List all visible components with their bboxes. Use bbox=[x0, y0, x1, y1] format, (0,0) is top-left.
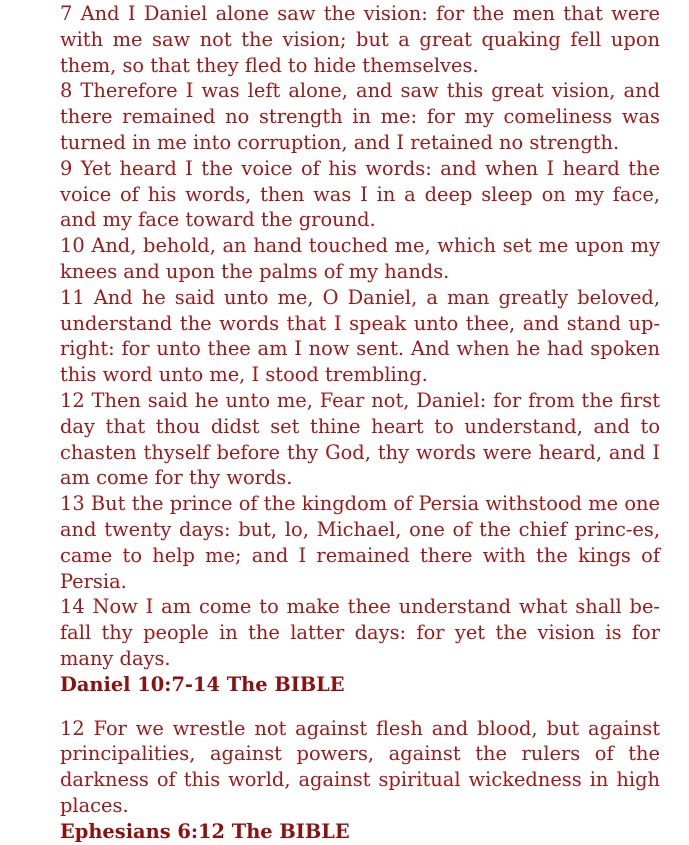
passage-ephesians bbox=[60, 716, 660, 845]
verse-daniel-10-11: 11 And he said unto me, O Daniel, a man greatly beloved, understand the words that I speak unto thee, and stand up-right: for unto thee am I now sent. And when he had spoken this word unto me, I stood trembling. bbox=[60, 285, 660, 387]
verse-daniel-10-9: 9 Yet heard I the voice of his words: and when I heard the voice of his words, then was I in a deep sleep on my face, and my face toward the ground. bbox=[60, 156, 660, 232]
verse-daniel-10-7: 7 And I Daniel alone saw the vision: for the men that were with me saw not the vision; but a great quaking fell upon them, so that they fled to hide themselves. bbox=[60, 2, 660, 77]
verse-daniel-10-13: 13 But the prince of the kingdom of Persia withstood me one and twenty days: but, lo, Michael, one of the chief princ-es, came to help me; and I remained there with the kings of Persia. bbox=[60, 492, 660, 593]
passage-divider bbox=[60, 698, 660, 715]
scripture-page bbox=[60, 0, 660, 845]
verse-daniel-10-8: 8 Therefore I was left alone, and saw this great vision, and there remained no strength in me: for my comeliness was turned in me into corruption, and I retained no strength. bbox=[60, 79, 660, 154]
verse-daniel-10-12: 12 Then said he unto me, Fear not, Daniel: for from the first day that thou didst set thine heart to understand, and to chasten thyself before thy God, thy words were heard, and I am come for thy words. bbox=[60, 388, 660, 490]
reference-daniel: Daniel 10:7-14 The BIBLE bbox=[60, 672, 345, 696]
verse-ephesians-6-12: 12 For we wrestle not against flesh and blood, but against principalities, against powers, against the rulers of the darkness of this world, against spiritual wickedness in high places. bbox=[60, 716, 660, 817]
verse-daniel-10-14: 14 Now I am come to make thee understand what shall be-fall thy people in the latter days: for yet the vision is for many days. bbox=[60, 595, 660, 670]
passage-daniel bbox=[60, 1, 660, 698]
reference-ephesians: Ephesians 6:12 The BIBLE bbox=[60, 819, 350, 843]
verse-daniel-10-10: 10 And, behold, an hand touched me, which set me upon my knees and upon the palms of my hands. bbox=[60, 234, 660, 283]
